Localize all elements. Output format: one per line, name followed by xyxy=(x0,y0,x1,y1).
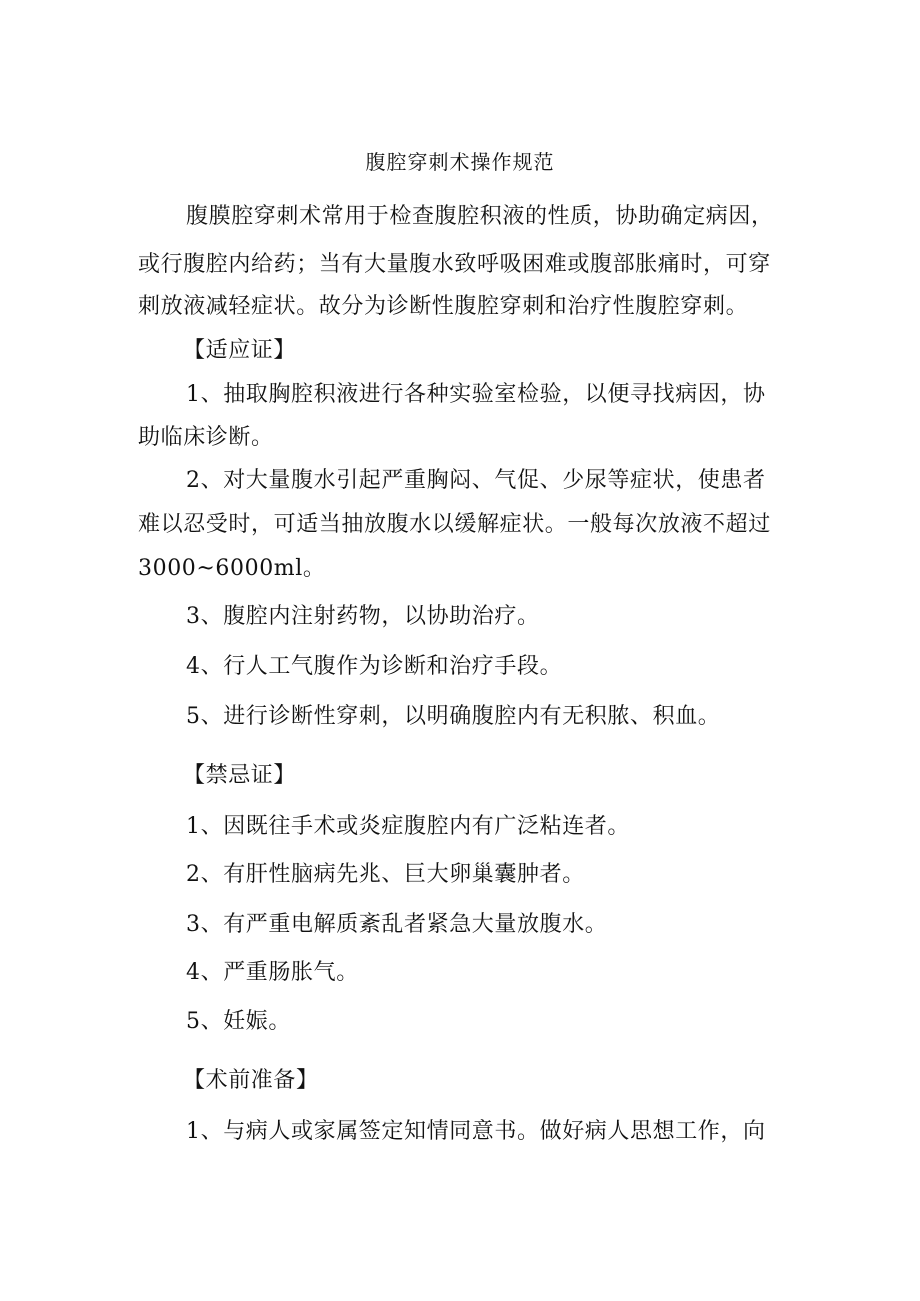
contraindication-3: 3、有严重电解质紊乱者紧急大量放腹水。 xyxy=(186,912,608,937)
indication-1-line-1: 1、抽取胸腔积液进行各种实验室检验，以便寻找病因，协 xyxy=(186,382,766,407)
indication-5: 5、进行诊断性穿刺，以明确腹腔内有无积脓、积血。 xyxy=(186,704,721,729)
contraindication-5: 5、妊娠。 xyxy=(186,1009,291,1034)
indication-4: 4、行人工气腹作为诊断和治疗手段。 xyxy=(186,654,563,679)
preparation-heading: 【术前准备】 xyxy=(183,1068,319,1093)
contraindication-1: 1、因既往手术或炎症腹腔内有广泛粘连者。 xyxy=(186,814,630,839)
preparation-1-line-1: 1、与病人或家属签定知情同意书。做好病人思想工作，向 xyxy=(186,1119,766,1144)
contraindication-2: 2、有肝性脑病先兆、巨大卵巢囊肿者。 xyxy=(186,862,585,887)
indications-heading: 【适应证】 xyxy=(183,338,297,363)
document-title: 腹腔穿刺术操作规范 xyxy=(365,150,555,174)
indication-1-line-2: 助临床诊断。 xyxy=(138,425,274,450)
indication-2-line-3: 3000~6000ml。 xyxy=(138,556,326,581)
contraindication-4: 4、严重肠胀气。 xyxy=(186,960,359,985)
indication-2-line-1: 2、对大量腹水引起严重胸闷、气促、少尿等症状，使患者 xyxy=(186,468,766,493)
intro-line-2: 或行腹腔内给药；当有大量腹水致呼吸困难或腹部胀痛时，可穿 xyxy=(138,252,771,277)
contraindications-heading: 【禁忌证】 xyxy=(183,763,297,788)
indication-2-line-2: 难以忍受时，可适当抽放腹水以缓解症状。一般每次放液不超过 xyxy=(138,512,771,537)
intro-line-3: 刺放液减轻症状。故分为诊断性腹腔穿刺和治疗性腹腔穿刺。 xyxy=(138,294,749,319)
intro-line-1: 腹膜腔穿刺术常用于检查腹腔积液的性质，协助确定病因， xyxy=(186,204,774,229)
indication-3: 3、腹腔内注射药物，以协助治疗。 xyxy=(186,604,540,629)
